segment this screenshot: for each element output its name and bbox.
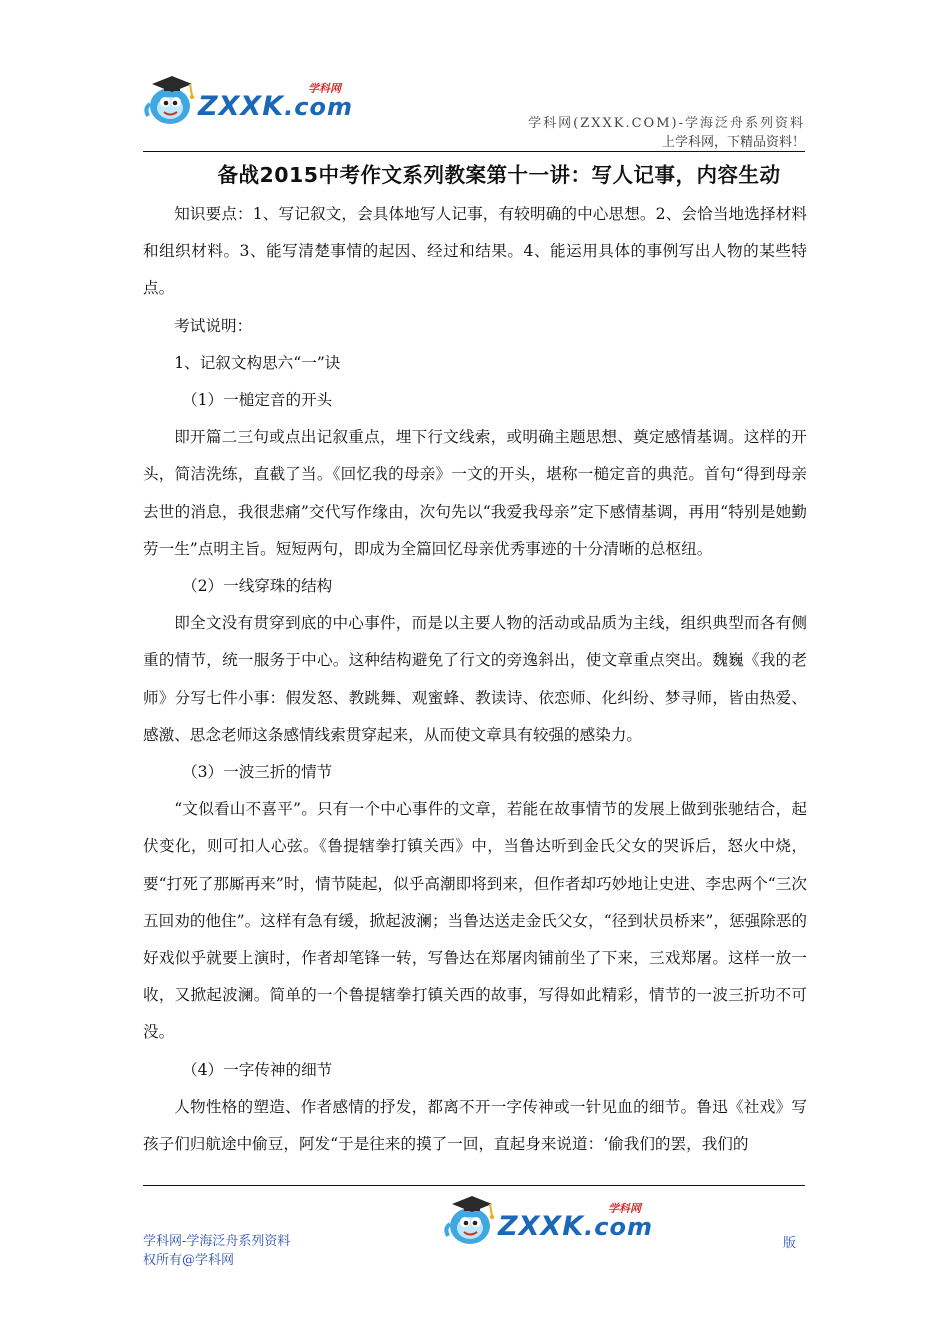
paragraph: 1、记叙文构思六“一”诀 <box>174 353 341 372</box>
section-heading: （1）一槌定音的开头 <box>182 391 333 410</box>
paragraph: 即开篇二三句或点出记叙重点，埋下行文线索，或明确主题思想、奠定感情基调。这样的开头，简洁洗练，直截了当。《回忆我的母亲》一文的开头，堪称一槌定音的典范。首句“得到母亲去世的消息，我很悲痛”交代写作缘由，次句先以“我爱我母亲”定下感情基调，再用“特别是她勤劳一生”点明主旨。短短两句，即成为全篇回忆母亲优秀事迹的十分清晰的总枢纽。 <box>143 428 807 558</box>
site-line: 学科网(ZXXK.COM)-学海泛舟系列资料 <box>528 116 805 131</box>
paragraph: 即全文没有贯穿到底的中心事件，而是以主要人物的活动或品质为主线，组织典型而各有侧重的情节，统一服务于中心。这种结构避免了行文的旁逸斜出，使文章重点突出。魏巍《我的老师》分写七件小事：假发怒、教跳舞、观蜜蜂、教读诗、依恋师、化纠纷、梦寻师，皆由热爱、感激、思念老师这条感情线索贯穿起来，从而使文章具有较强的感染力。 <box>143 614 807 744</box>
page-title: 备战2015中考作文系列教案第十一讲：写人记事，内容生动 <box>217 163 781 187</box>
paragraph: “文似看山不喜平”。只有一个中心事件的文章，若能在故事情节的发展上做到张驰结合，起伏变化，则可扣人心弦。《鲁提辖拳打镇关西》中，当鲁达听到金氏父女的哭诉后，怒火中烧，要“打死了那厮再来”时，情节陡起，似乎高潮即将到来，但作者却巧妙地让史进、李忠两个“三次五回劝的他住”。这样有急有缓，掀起波澜；当鲁达送走金氏父女，“径到状员桥来”，惩强除恶的好戏似乎就要上演时，作者却笔锋一转，写鲁达在郑屠肉铺前坐了下来，三戏郑屠。这样一放一收，又掀起波澜。简单的一个鲁提辖拳打镇关西的故事，写得如此精彩，情节的一波三折功不可没。 <box>143 800 807 1042</box>
paragraph: 人物性格的塑造、作者感情的抒发，都离不开一字传神或一针见血的细节。鲁迅《社戏》写孩子们归航途中偷豆，阿发“于是往来的摸了一回，直起身来说道：‘偷我们的罢，我们的 <box>143 1097 807 1154</box>
footer-line-1[interactable]: 学科网-学海泛舟系列资料 <box>143 1234 291 1249</box>
section-heading: （4）一字传神的细节 <box>182 1060 333 1079</box>
footer-credit <box>143 1232 290 1270</box>
paragraph: 考试说明： <box>174 316 253 335</box>
logo-wordmark: ZXXK.com <box>498 1210 653 1242</box>
slogan: 上学科网，下精品资料！ <box>661 135 805 150</box>
header-site-info <box>528 114 805 152</box>
logo-wordmark: ZXXK.com <box>198 90 353 122</box>
footer-right-text: 版 <box>783 1236 797 1251</box>
footer-divider <box>143 1185 805 1186</box>
site-logo[interactable] <box>140 68 353 130</box>
section-heading: （2）一线穿珠的结构 <box>182 577 333 596</box>
document-body <box>143 196 807 1163</box>
footer-logo[interactable] <box>440 1188 653 1250</box>
logo-tagline: 学科网 <box>308 82 341 95</box>
footer-line-2[interactable]: 权所有@学科网 <box>143 1253 235 1268</box>
mascot-icon <box>440 1188 502 1250</box>
header-divider <box>143 151 805 152</box>
section-heading: （3）一波三折的情节 <box>182 763 333 782</box>
paragraph: 知识要点：1、写记叙文，会具体地写人记事，有较明确的中心思想。2、会恰当地选择材料和组织材料。3、能写清楚事情的起因、经过和结果。4、能运用具体的事例写出人物的某些特点。 <box>143 205 807 298</box>
mascot-icon <box>140 68 202 130</box>
logo-tagline: 学科网 <box>608 1202 641 1215</box>
